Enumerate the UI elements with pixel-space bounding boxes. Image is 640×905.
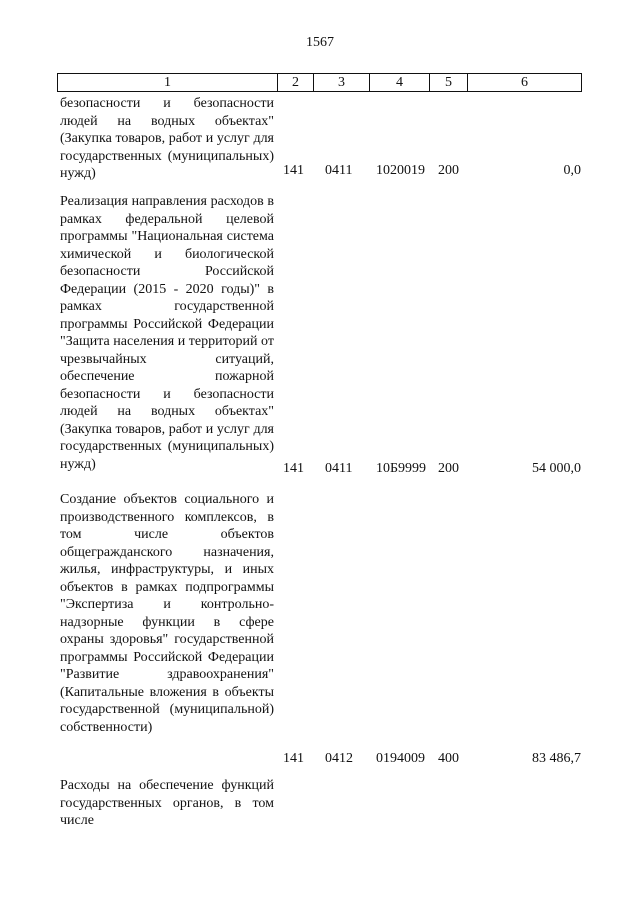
row-col-5: 200 xyxy=(438,163,459,178)
header-col-1: 1 xyxy=(58,74,278,91)
header-col-3: 3 xyxy=(314,74,370,91)
row-description: Реализация направления расходов в рамках федеральной целевой программы "Национальная система химической и биологической безопасности Российской Федерации (2015 - 2020 годы)" в рамках государственной программы Российской Федерации "Защита населения и территорий от чрезвычайных ситуаций, обеспечение пожарной безопасности и безопасности людей на водных объектах" (Закупка товаров, работ и услуг для государственных (муниципальных) нужд) xyxy=(60,194,274,472)
row-col-3: 0412 xyxy=(325,751,353,766)
row-col-3: 0411 xyxy=(325,163,353,178)
table-header xyxy=(57,73,582,92)
row-description: Расходы на обеспечение функций государственных органов, в том числе xyxy=(60,778,274,828)
row-col-2: 141 xyxy=(283,163,304,178)
row-col-4: 0194009 xyxy=(376,751,425,766)
row-description: Создание объектов социального и производственного комплексов, в том числе объектов общегражданского назначения, жилья, инфраструктуры, и иных объектов в рамках подпрограммы "Экспертиза и контрольно-надзорные функции в сфере охраны здоровья" государственной программы Российской Федерации "Развитие здравоохранения" (Капитальные вложения в объекты государственной (муниципальной) собственности) xyxy=(60,492,274,735)
row-col-5: 200 xyxy=(438,461,459,476)
row-col-4: 1020019 xyxy=(376,163,425,178)
row-description: безопасности и безопасности людей на водных объектах" (Закупка товаров, работ и услуг для государственных (муниципальных) нужд) xyxy=(60,96,274,181)
header-col-4: 4 xyxy=(370,74,430,91)
row-col-6: 83 486,7 xyxy=(532,751,581,766)
page-number: 1567 xyxy=(306,35,334,50)
header-col-6: 6 xyxy=(521,75,528,90)
row-col-2: 141 xyxy=(283,751,304,766)
row-col-5: 400 xyxy=(438,751,459,766)
row-col-4: 10Б9999 xyxy=(376,461,427,476)
row-col-6: 0,0 xyxy=(563,163,581,178)
row-col-6: 54 000,0 xyxy=(532,461,581,476)
header-col-2: 2 xyxy=(278,74,314,91)
header-col-5: 5 xyxy=(430,74,468,91)
row-col-3: 0411 xyxy=(325,461,353,476)
row-col-2: 141 xyxy=(283,461,304,476)
